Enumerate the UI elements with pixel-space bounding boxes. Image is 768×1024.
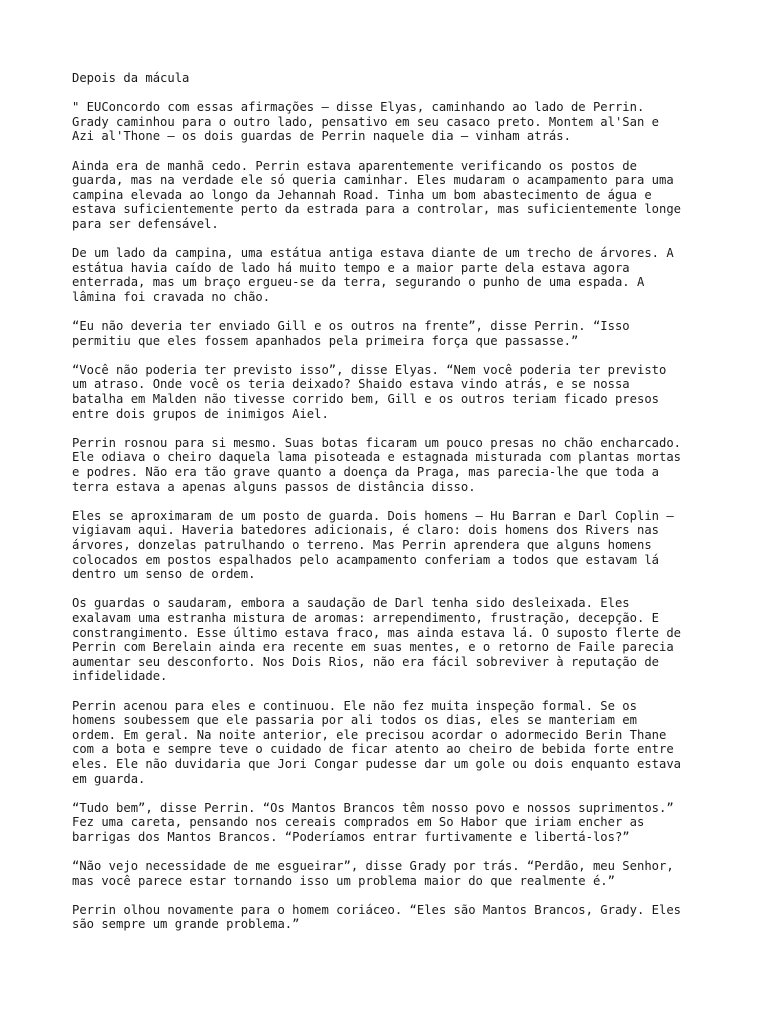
text-line: “Você não poderia ter previsto isso”, disse Elyas. “Nem você poderia ter previsto [72, 362, 667, 377]
text-line: estava suficientemente perto da estrada para a controlar, mas suficientemente longe [72, 202, 682, 217]
text-line: exalavam uma estranha mistura de aromas: arrependimento, frustração, decepção. E [72, 610, 659, 625]
text-line: guarda, mas na verdade ele só queria caminhar. Eles mudaram o acampamento para uma [72, 173, 674, 188]
text-line: lâmina foi cravada no chão. [72, 289, 271, 304]
document-title: Depois da mácula [72, 71, 190, 85]
text-line: ordem. Em geral. Na noite anterior, ele precisou acordar o adormecido Berin Thane [72, 727, 667, 742]
text-line: Fez uma careta, pensando nos cereais comprados em So Habor que iriam encher as [72, 815, 645, 830]
text-line: De um lado da campina, uma estátua antiga estava diante de um trecho de árvores. A [72, 246, 674, 261]
text-line: barrigas dos Mantos Brancos. “Poderíamos entrar furtivamente e libertá-los?” [72, 829, 630, 844]
text-line: dentro um senso de ordem. [72, 567, 256, 582]
text-line: estátua havia caído de lado há muito tempo e a maior parte dela estava agora [72, 260, 630, 275]
text-line: “Tudo bem”, disse Perrin. “Os Mantos Brancos têm nosso povo e nossos suprimentos.” [72, 800, 674, 815]
text-line: permitiu que eles fossem apanhados pela primeira força que passasse.” [72, 333, 579, 348]
text-line: árvores, donzelas patrulhando o terreno. Mas Perrin aprendera que alguns homens [72, 538, 652, 552]
paragraph [72, 319, 712, 348]
paragraph [72, 859, 712, 888]
text-line: em guarda. [72, 771, 146, 786]
text-line: vigiavam aqui. Haveria batedores adicionais, é claro: dois homens dos Rivers nas [72, 523, 659, 538]
text-line: infidelidade. [72, 669, 168, 684]
text-line: Azi al'Thone — os dois guardas de Perrin naquele dia — vinham atrás. [72, 129, 571, 144]
text-line: Perrin olhou novamente para o homem coriáceo. “Eles são Mantos Brancos, Grady. Eles [72, 902, 682, 917]
text-line: um atraso. Onde você os teria deixado? Shaido estava vindo atrás, e se nossa [72, 377, 630, 392]
text-line: Ainda era de manhã cedo. Perrin estava aparentemente verificando os postos de [72, 158, 637, 173]
text-line: Perrin acenou para eles e continuou. Ele não fez muita inspeção formal. Se os [72, 698, 637, 713]
paragraph [72, 903, 712, 932]
text-line: terra estava a apenas alguns passos de distância disso. [72, 479, 476, 494]
text-line: eles. Ele não duvidaria que Jori Congar pudesse dar um gole ou dois enquanto estava [72, 756, 682, 771]
paragraph [72, 436, 712, 494]
paragraph [72, 246, 712, 304]
text-line: com a bota e sempre teve o cuidado de ficar atento ao cheiro de bebida forte entre [72, 742, 674, 757]
text-line: constrangimento. Esse último estava fraco, mas ainda estava lá. O suposto flerte de [72, 625, 682, 640]
text-line: Eles se aproximaram de um posto de guarda. Dois homens – Hu Barran e Darl Coplin – [72, 508, 674, 523]
text-line: são sempre um grande problema.” [72, 917, 300, 932]
text-line: mas você parece estar tornando isso um problema maior do que realmente é.” [72, 873, 615, 888]
text-line: entre dois grupos de inimigos Aiel. [72, 406, 329, 421]
text-line: Os guardas o saudaram, embora a saudação de Darl tenha sido desleixada. Eles [72, 596, 630, 611]
paragraph [72, 699, 712, 787]
text-line: “Eu não deveria ter enviado Gill e os outros na frente”, disse Perrin. “Isso [72, 319, 630, 334]
text-line: para ser defensável. [72, 216, 219, 231]
text-line: “Não vejo necessidade de me esgueirar”, disse Grady por trás. “Perdão, meu Senhor, [72, 859, 674, 874]
text-line: Grady caminhou para o outro lado, pensativo em seu casaco preto. Montem al'San e [72, 114, 659, 129]
document-page [72, 71, 712, 947]
text-line: aumentar seu desconforto. Nos Dois Rios, não era fácil sobreviver à reputação de [72, 654, 659, 669]
paragraph [72, 363, 712, 421]
text-line: homens soubessem que ele passaria por ali todos os dias, eles se manteriam em [72, 713, 637, 728]
paragraph [72, 159, 712, 232]
text-line: " EUConcordo com essas afirmações — disse Elyas, caminhando ao lado de Perrin. [72, 100, 645, 115]
paragraph [72, 100, 712, 144]
paragraph [72, 596, 712, 684]
text-line: Perrin com Berelain ainda era recente em suas mentes, e o retorno de Faile parecia [72, 640, 674, 655]
document-body [72, 100, 712, 932]
text-line: campina elevada ao longo da Jehannah Road. Tinha um bom abastecimento de água e [72, 187, 652, 202]
paragraph [72, 801, 712, 845]
paragraph [72, 509, 712, 582]
text-line: Perrin rosnou para si mesmo. Suas botas ficaram um pouco presas no chão encharcado. [72, 435, 682, 450]
text-line: batalha em Malden não tivesse corrido bem, Gill e os outros teriam ficado presos [72, 392, 659, 407]
text-line: e podres. Não era tão grave quanto a doença da Praga, mas parecia-lhe que toda a [72, 465, 659, 480]
text-line: enterrada, mas um braço ergueu-se da terra, segurando o punho de uma espada. A [72, 275, 645, 290]
text-line: Ele odiava o cheiro daquela lama pisoteada e estagnada misturada com plantas mortas [72, 450, 682, 465]
text-line: colocados em postos espalhados pelo acampamento conferiam a todos que estavam lá [72, 552, 659, 567]
